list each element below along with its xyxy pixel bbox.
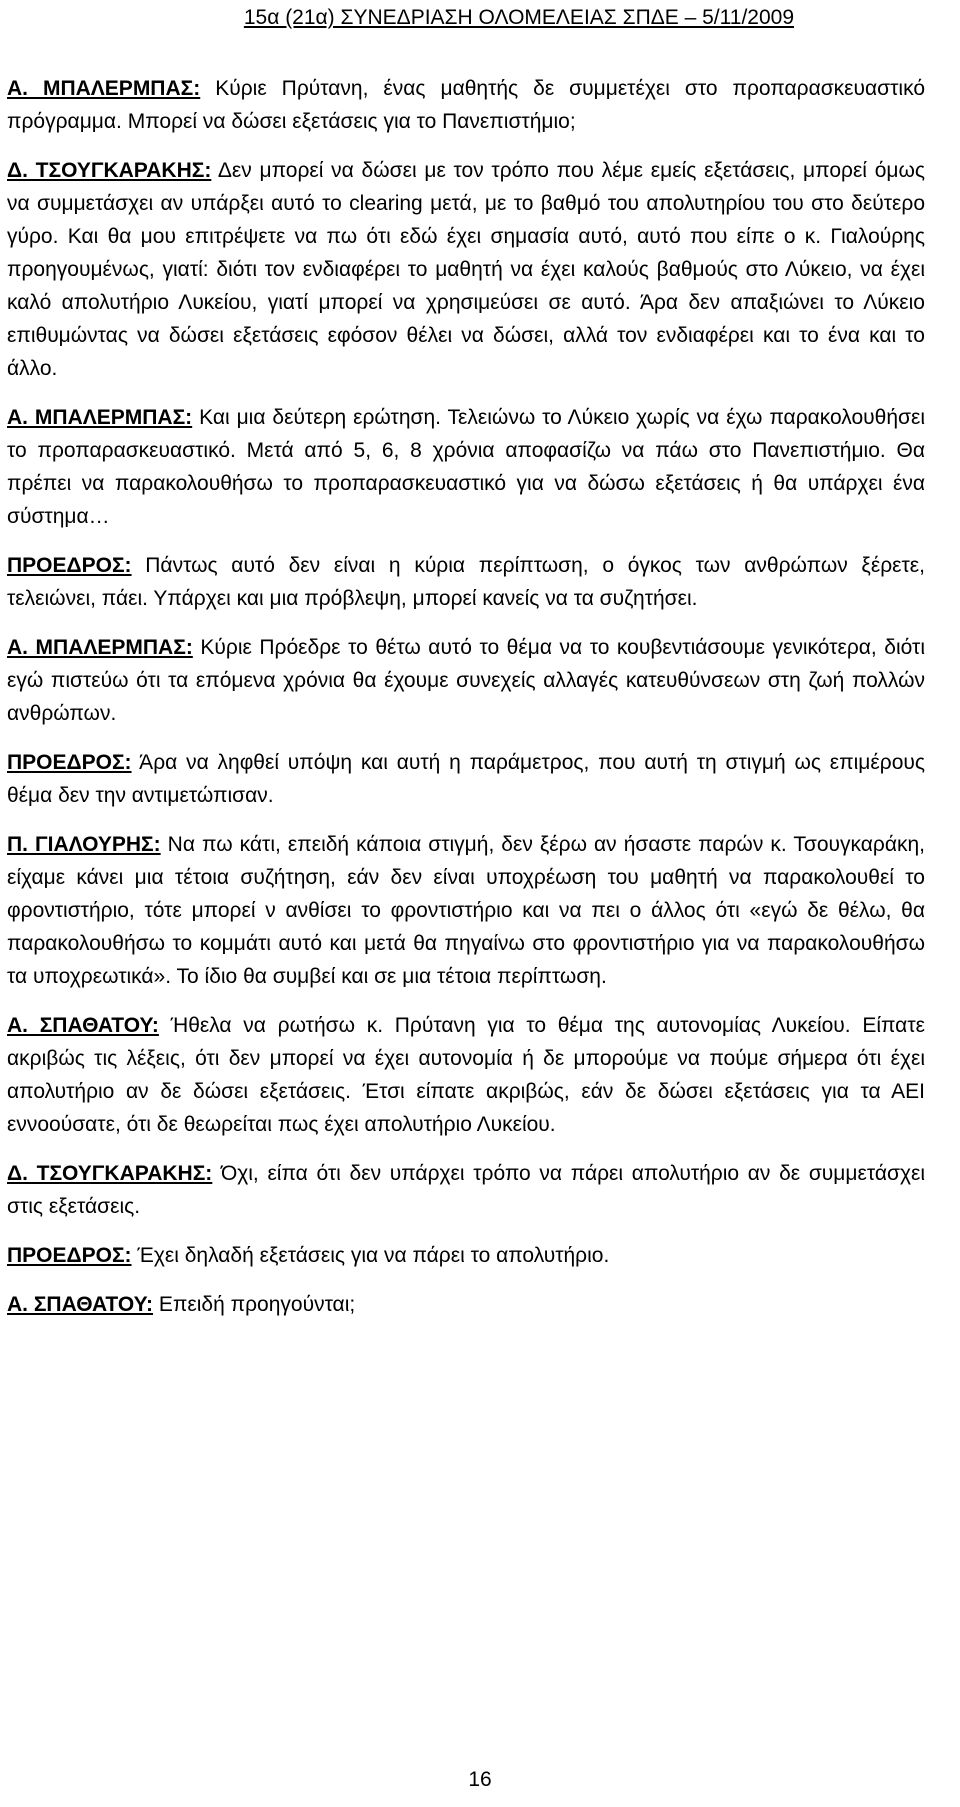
transcript-paragraph: [7, 746, 925, 812]
paragraph-text: Όχι, είπα ότι δεν υπάρχει τρόπο να πάρει απολυτήριο αν δε συμμετάσχει στις εξετάσεις.: [7, 1162, 925, 1218]
paragraph-text: Κύριε Πρόεδρε το θέτω αυτό το θέμα να το κουβεντιάσουμε γενικότερα, διότι εγώ πιστεύω ότι τα επόμενα χρόνια θα έχουμε συνεχείς αλλαγές κατευθύνσεων στη ζωή πολλών ανθρώπων.: [7, 636, 925, 725]
paragraph-text: Κύριε Πρύτανη, ένας μαθητής δε συμμετέχει στο προπαρασκευαστικό πρόγραμμα. Μπορεί να δώσει εξετάσεις για το Πανεπιστήμιο;: [7, 77, 925, 133]
transcript-paragraph: [7, 154, 925, 385]
paragraph-text: Άρα να ληφθεί υπόψη και αυτή η παράμετρος, που αυτή τη στιγμή ως επιμέρους θέμα δεν την αντιμετώπισαν.: [7, 751, 925, 807]
transcript-paragraph: [7, 401, 925, 533]
speaker-name: Α. ΜΠΑΛΕΡΜΠΑΣ:: [7, 77, 201, 100]
speaker-name: Α. ΜΠΑΛΕΡΜΠΑΣ:: [7, 636, 193, 659]
paragraph-text: Ήθελα να ρωτήσω κ. Πρύτανη για το θέμα της αυτονομίας Λυκείου. Είπατε ακριβώς τις λέξεις, ότι δεν μπορεί να έχει αυτονομία ή δε μπορούμε να πούμε σήμερα ότι έχει απολυτήριο αν δε δώσει εξετάσεις. Έτσι είπατε ακριβώς, εάν δε δώσει εξετάσεις για τα ΑΕΙ εννοούσατε, ότι δε θεωρείται πως έχει απολυτήριο Λυκείου.: [7, 1014, 925, 1136]
transcript-paragraph: [7, 828, 925, 993]
transcript-paragraph: [7, 1157, 925, 1223]
transcript-paragraph: [7, 549, 925, 615]
paragraph-text: Πάντως αυτό δεν είναι η κύρια περίπτωση, ο όγκος των ανθρώπων ξέρετε, τελειώνει, πάει. Υπάρχει και μια πρόβλεψη, μπορεί κανείς να τα συζητήσει.: [7, 554, 925, 610]
paragraph-text: Να πω κάτι, επειδή κάποια στιγμή, δεν ξέρω αν ήσαστε παρών κ. Τσουγκαράκη, είχαμε κάνει μια τέτοια συζήτηση, εάν δεν είναι υποχρέωση του μαθητή να παρακολουθεί το φροντιστήριο, τότε μπορεί ν ανθίσει το φροντιστήριο και να πει ο άλλος ότι «εγώ δε θέλω, θα παρακολουθήσω το κομμάτι αυτό και μετά θα πηγαίνω στο φροντιστήριο για να παρακολουθήσω τα υποχρεωτικά». Το ίδιο θα συμβεί και σε μια τέτοια περίπτωση.: [7, 833, 925, 988]
page-number: 16: [468, 1768, 492, 1791]
speaker-name: Α. ΜΠΑΛΕΡΜΠΑΣ:: [7, 406, 193, 429]
transcript-paragraph: [7, 1239, 925, 1272]
paragraph-text: Επειδή προηγούνται;: [153, 1293, 356, 1316]
speaker-name: ΠΡΟΕΔΡΟΣ:: [7, 554, 132, 577]
speaker-name: Δ. ΤΣΟΥΓΚΑΡΑΚΗΣ:: [7, 1162, 213, 1185]
transcript-body: [7, 72, 925, 1337]
page-header: 15α (21α) ΣΥΝΕΔΡΙΑΣΗ ΟΛΟΜΕΛΕΙΑΣ ΣΠΔΕ – 5/11/2009: [243, 6, 794, 29]
transcript-paragraph: [7, 1288, 925, 1321]
speaker-name: ΠΡΟΕΔΡΟΣ:: [7, 1244, 132, 1267]
paragraph-text: Δεν μπορεί να δώσει με τον τρόπο που λέμε εμείς εξετάσεις, μπορεί όμως να συμμετάσχει αν υπάρξει αυτό το clearing μετά, με το βαθμό του απολυτηρίου του στο δεύτερο γύρο. Και θα μου επιτρέψετε να πω ότι εδώ έχει σημασία αυτό, αυτό που είπε ο κ. Γιαλούρης προηγουμένως, γιατί: διότι τον ενδιαφέρει το μαθητή να έχει καλούς βαθμούς στο Λύκειο, να έχει καλό απολυτήριο Λυκείου, γιατί μπορεί να χρησιμεύσει σε αυτό. Άρα δεν απαξιώνει το Λύκειο επιθυμώντας να δώσει εξετάσεις εφόσον θέλει να δώσει, αλλά τον ενδιαφέρει και το ένα και το άλλο.: [7, 159, 925, 380]
transcript-paragraph: [7, 1009, 925, 1141]
speaker-name: Α. ΣΠΑΘΑΤΟΥ:: [7, 1014, 159, 1037]
speaker-name: Δ. ΤΣΟΥΓΚΑΡΑΚΗΣ:: [7, 159, 212, 182]
paragraph-text: Έχει δηλαδή εξετάσεις για να πάρει το απολυτήριο.: [131, 1244, 610, 1267]
paragraph-text: Και μια δεύτερη ερώτηση. Τελειώνω το Λύκειο χωρίς να έχω παρακολουθήσει το προπαρασκευαστικό. Μετά από 5, 6, 8 χρόνια αποφασίζω να πάω στο Πανεπιστήμιο. Θα πρέπει να παρακολουθήσω το προπαρασκευαστικό για να δώσω εξετάσεις ή θα υπάρχει ένα σύστημα…: [7, 406, 925, 528]
transcript-paragraph: [7, 631, 925, 730]
speaker-name: ΠΡΟΕΔΡΟΣ:: [7, 751, 132, 774]
speaker-name: Α. ΣΠΑΘΑΤΟΥ:: [7, 1293, 154, 1316]
transcript-paragraph: [7, 72, 925, 138]
speaker-name: Π. ΓΙΑΛΟΥΡΗΣ:: [7, 833, 161, 856]
